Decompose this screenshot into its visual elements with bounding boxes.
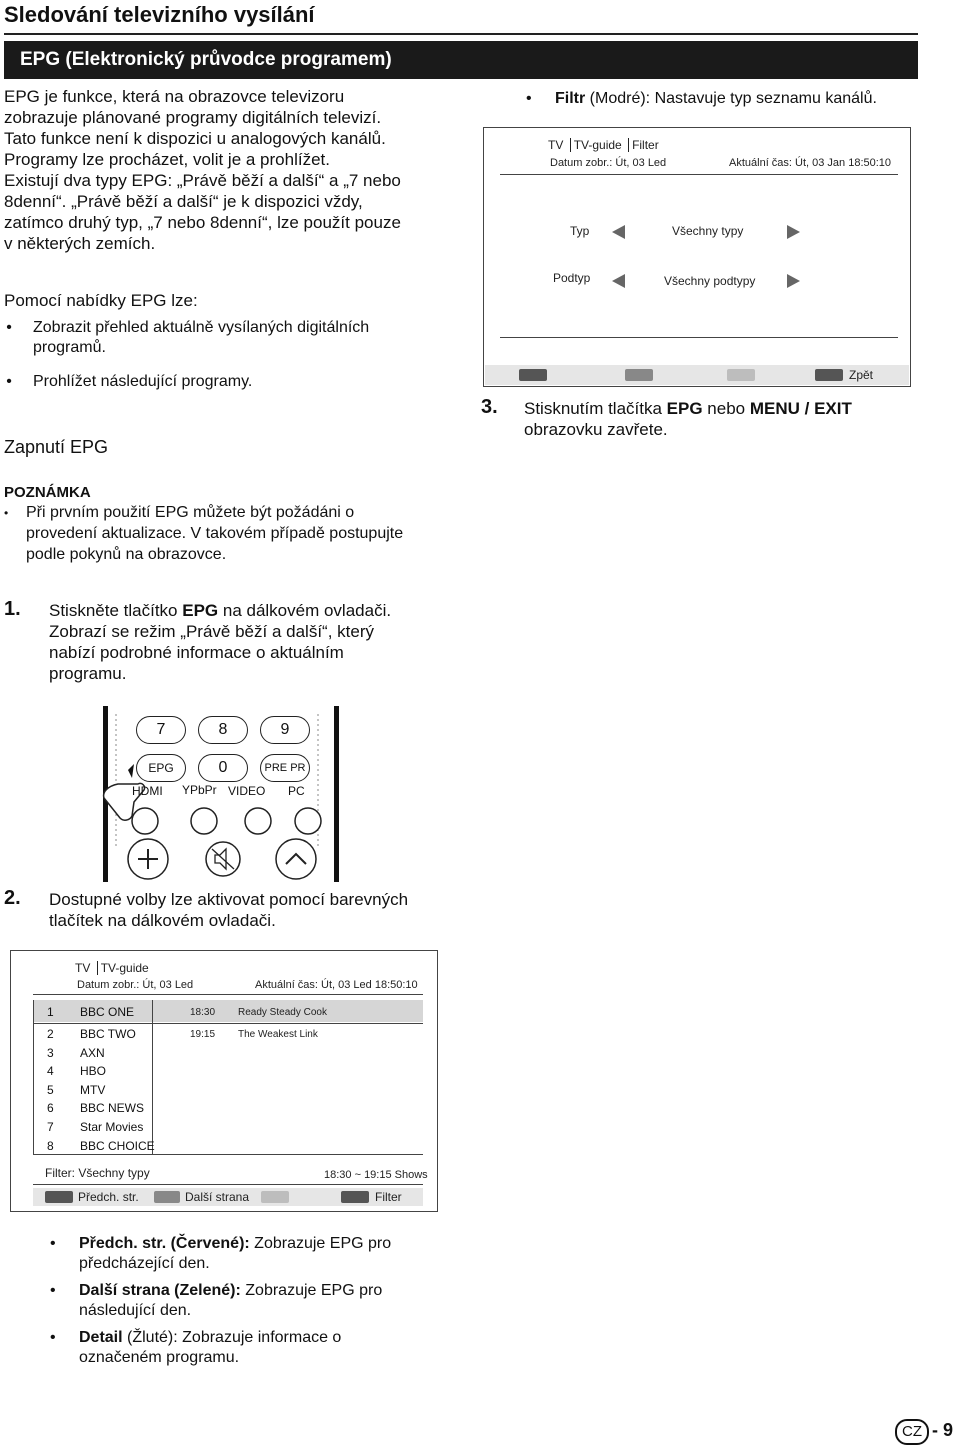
list-item[interactable]	[47, 1025, 157, 1044]
back-button[interactable]: Zpět	[849, 368, 874, 382]
program-time: 18:30	[190, 1007, 216, 1018]
bullet-text: následující den.	[79, 1302, 192, 1319]
step3-text	[524, 398, 944, 440]
list-item	[4, 318, 454, 358]
section-title: EPG (Elektronický průvodce programem)	[20, 49, 392, 70]
current-time: Aktuální čas: Út, 03 Jan 18:50:10	[729, 157, 892, 169]
green-key-icon	[154, 1191, 180, 1203]
step2-line: tlačítek na dálkovém ovladači.	[49, 911, 276, 930]
divider	[33, 994, 423, 995]
channel-name: BBC NEWS	[80, 1101, 145, 1116]
intro-line: EPG je funkce, která na obrazovce televizoru	[4, 87, 345, 106]
arrow-left-icon[interactable]	[612, 225, 625, 239]
bullet-text: Zobrazuje EPG pro	[240, 1282, 383, 1299]
step1-text	[49, 600, 469, 684]
program-time: 19:15	[190, 1029, 216, 1040]
list-item[interactable]	[47, 1003, 157, 1025]
list-item[interactable]	[47, 1118, 157, 1137]
intro-line: Existují dva typy EPG: „Právě běží a další“ a „7 nebo	[4, 171, 401, 190]
intro-paragraph	[4, 86, 454, 254]
channel-number: 6	[47, 1101, 54, 1116]
current-time: Aktuální čas: Út, 03 Led 18:50:10	[255, 979, 418, 991]
country-badge: CZ	[895, 1419, 929, 1445]
step1-line: Zobrazí se režim „Právě běží a další“, který	[49, 622, 374, 641]
step3-mid: nebo	[702, 399, 750, 418]
divider	[33, 1154, 423, 1155]
subtype-value[interactable]: Všechny podtypy	[664, 274, 756, 288]
section-header	[4, 41, 918, 79]
note-line: Při prvním použití EPG můžete být požádáni o	[26, 504, 355, 521]
divider	[500, 337, 898, 338]
list-item	[50, 1328, 470, 1375]
channel-number: 1	[47, 1005, 54, 1019]
breadcrumb-filter: Filter	[632, 138, 659, 152]
bullet-bold: Předch. str. (Červené):	[79, 1235, 250, 1252]
arrow-right-icon[interactable]	[787, 274, 800, 288]
yellow-key-icon	[727, 369, 755, 381]
page-number: - 9	[932, 1420, 954, 1440]
shows-range: 18:30 ~ 19:15 Shows	[324, 1169, 428, 1181]
bullet-dot: •	[50, 1282, 56, 1299]
intro-line: zatímco druhý typ, „7 nebo 8denní“, lze použít pouze	[4, 213, 401, 232]
display-date: Datum zobr.: Út, 03 Led	[77, 979, 194, 991]
remote-illustration	[98, 706, 344, 882]
header-rule	[4, 33, 918, 35]
channel-number: 8	[47, 1138, 54, 1153]
arrow-left-icon[interactable]	[612, 274, 625, 288]
bullet-dot: •	[6, 373, 12, 390]
intro-line: v některých zemích.	[4, 234, 156, 253]
channel-number: 4	[47, 1064, 54, 1079]
color-bullet-list	[50, 1234, 470, 1375]
program-title[interactable]: Ready Steady Cook	[238, 1007, 327, 1018]
menu-intro: Pomocí nabídky EPG lze:	[4, 291, 198, 310]
list-item[interactable]	[47, 1062, 157, 1081]
breadcrumb-guide: TV-guide	[100, 961, 149, 975]
bullet-bold: Detail	[79, 1329, 123, 1346]
breadcrumb-tv: TV	[75, 961, 91, 975]
list-item	[50, 1234, 470, 1281]
channel-number: 7	[47, 1119, 54, 1134]
channel-name: AXN	[80, 1045, 105, 1060]
intro-line: zobrazuje plánované programy digitálních televizí.	[4, 108, 382, 127]
list-item	[50, 1281, 470, 1328]
channel-name: BBC CHOICE	[80, 1138, 155, 1153]
green-key-icon	[625, 369, 653, 381]
menu-bullet-list	[4, 318, 454, 396]
type-label: Typ	[570, 224, 590, 238]
remote-key-7: 7	[136, 716, 186, 744]
step1-line: programu.	[49, 664, 127, 683]
breadcrumb-tv: TV	[548, 138, 564, 152]
filter-status: Filter: Všechny typy	[45, 1166, 150, 1180]
remote-key-9: 9	[260, 716, 310, 744]
intro-line: 8denní“. „Právě běží a další“ je k dispozici vždy,	[4, 192, 363, 211]
bullet-dot: •	[6, 319, 12, 336]
remote-label-pc: PC	[288, 784, 305, 798]
list-item[interactable]	[47, 1044, 157, 1063]
step-number: 3.	[481, 396, 498, 418]
step-number: 2.	[4, 887, 21, 909]
program-title[interactable]: The Weakest Link	[238, 1029, 318, 1040]
bullet-text: Zobrazuje EPG pro	[249, 1235, 392, 1252]
remote-key-0: 0	[198, 754, 248, 782]
bullet-dot: •	[50, 1329, 56, 1346]
step1-pre: Stiskněte tlačítko	[49, 601, 183, 620]
epg-filter-screen	[483, 127, 911, 387]
breadcrumb-guide: TV-guide	[573, 138, 622, 152]
bullet-bold: Další strana (Zelené):	[79, 1282, 241, 1299]
bullet-text: označeném programu.	[79, 1349, 240, 1366]
channel-name: HBO	[80, 1064, 107, 1079]
yellow-key-icon	[261, 1191, 289, 1203]
list-item	[4, 372, 454, 396]
bullet-dot: •	[526, 90, 532, 107]
breadcrumb	[75, 962, 149, 975]
color-button-bar	[33, 1188, 423, 1206]
remote-key-pre-pr: PRE PR	[260, 754, 310, 782]
breadcrumb	[548, 139, 659, 152]
epg-guide-screen	[10, 950, 438, 1212]
remote-label-video: VIDEO	[228, 784, 266, 798]
channel-number: 5	[47, 1082, 54, 1097]
step1-key: EPG	[182, 601, 219, 620]
step3-key-menu: MENU / EXIT	[749, 399, 852, 418]
channel-name: BBC TWO	[80, 1027, 136, 1041]
bullet-dot: •	[4, 506, 9, 520]
bullet-text: programů.	[33, 339, 106, 356]
step1-line: nabízí podrobné informace o aktuálním	[49, 643, 344, 662]
remote-key-8: 8	[198, 716, 248, 744]
note-line: provedení aktualizace. V takovém případě postupujte	[26, 525, 404, 542]
next-page-button[interactable]: Další strana	[185, 1190, 250, 1204]
red-key-icon	[45, 1191, 73, 1203]
bullet-bold: Filtr	[555, 90, 586, 107]
divider	[33, 1184, 423, 1185]
subheading: Zapnutí EPG	[4, 437, 109, 457]
list-item[interactable]	[47, 1137, 157, 1156]
step-number: 1.	[4, 598, 21, 620]
channel-name: MTV	[80, 1082, 106, 1097]
divider	[500, 174, 898, 175]
bullet-text: předcházející den.	[79, 1255, 210, 1272]
step2-text	[49, 889, 469, 931]
bullet-text: Prohlížet následující programy.	[33, 373, 253, 390]
arrow-right-icon[interactable]	[787, 225, 800, 239]
blue-key-icon	[815, 369, 843, 381]
bullet-dot: •	[50, 1235, 56, 1252]
step3-key-epg: EPG	[666, 399, 703, 418]
note-title: POZNÁMKA	[4, 484, 91, 501]
type-value[interactable]: Všechny typy	[672, 224, 744, 238]
intro-line: Programy lze procházet, volit je a prohlížet.	[4, 150, 330, 169]
red-key-icon	[519, 369, 547, 381]
channel-name: Star Movies	[80, 1119, 144, 1134]
list-item[interactable]	[47, 1081, 157, 1100]
bullet-text: (Žluté): Zobrazuje informace o	[122, 1329, 342, 1346]
filter-button[interactable]: Filter	[375, 1190, 402, 1204]
subtype-label: Podtyp	[553, 271, 591, 285]
prev-page-button[interactable]: Předch. str.	[78, 1190, 139, 1204]
remote-key-epg: EPG	[136, 754, 186, 782]
channel-name: BBC ONE	[80, 1005, 135, 1019]
display-date: Datum zobr.: Út, 03 Led	[550, 157, 667, 169]
page-title: Sledování televizního vysílání	[4, 2, 315, 27]
note-line: podle pokynů na obrazovce.	[26, 546, 227, 563]
channel-number: 3	[47, 1045, 54, 1060]
step3-pre: Stisknutím tlačítka	[524, 399, 667, 418]
color-button-bar	[485, 365, 909, 385]
step2-line: Dostupné volby lze aktivovat pomocí barevných	[49, 890, 409, 909]
bullet-text: Zobrazit přehled aktuálně vysílaných digitálních	[33, 319, 370, 336]
remote-label-ypbpr: YPbPr	[182, 783, 217, 797]
step1-post: na dálkovém ovladači.	[218, 601, 392, 620]
step3-line: obrazovku zavřete.	[524, 420, 668, 439]
intro-line: Tato funkce není k dispozici u analogových kanálů.	[4, 129, 386, 148]
channel-list[interactable]	[47, 1003, 157, 1155]
bullet-text: (Modré): Nastavuje typ seznamu kanálů.	[585, 90, 877, 107]
channel-number: 2	[47, 1027, 54, 1041]
list-item[interactable]	[47, 1099, 157, 1118]
blue-key-icon	[341, 1191, 369, 1203]
remote-label-hdmi: HDMI	[132, 784, 163, 798]
